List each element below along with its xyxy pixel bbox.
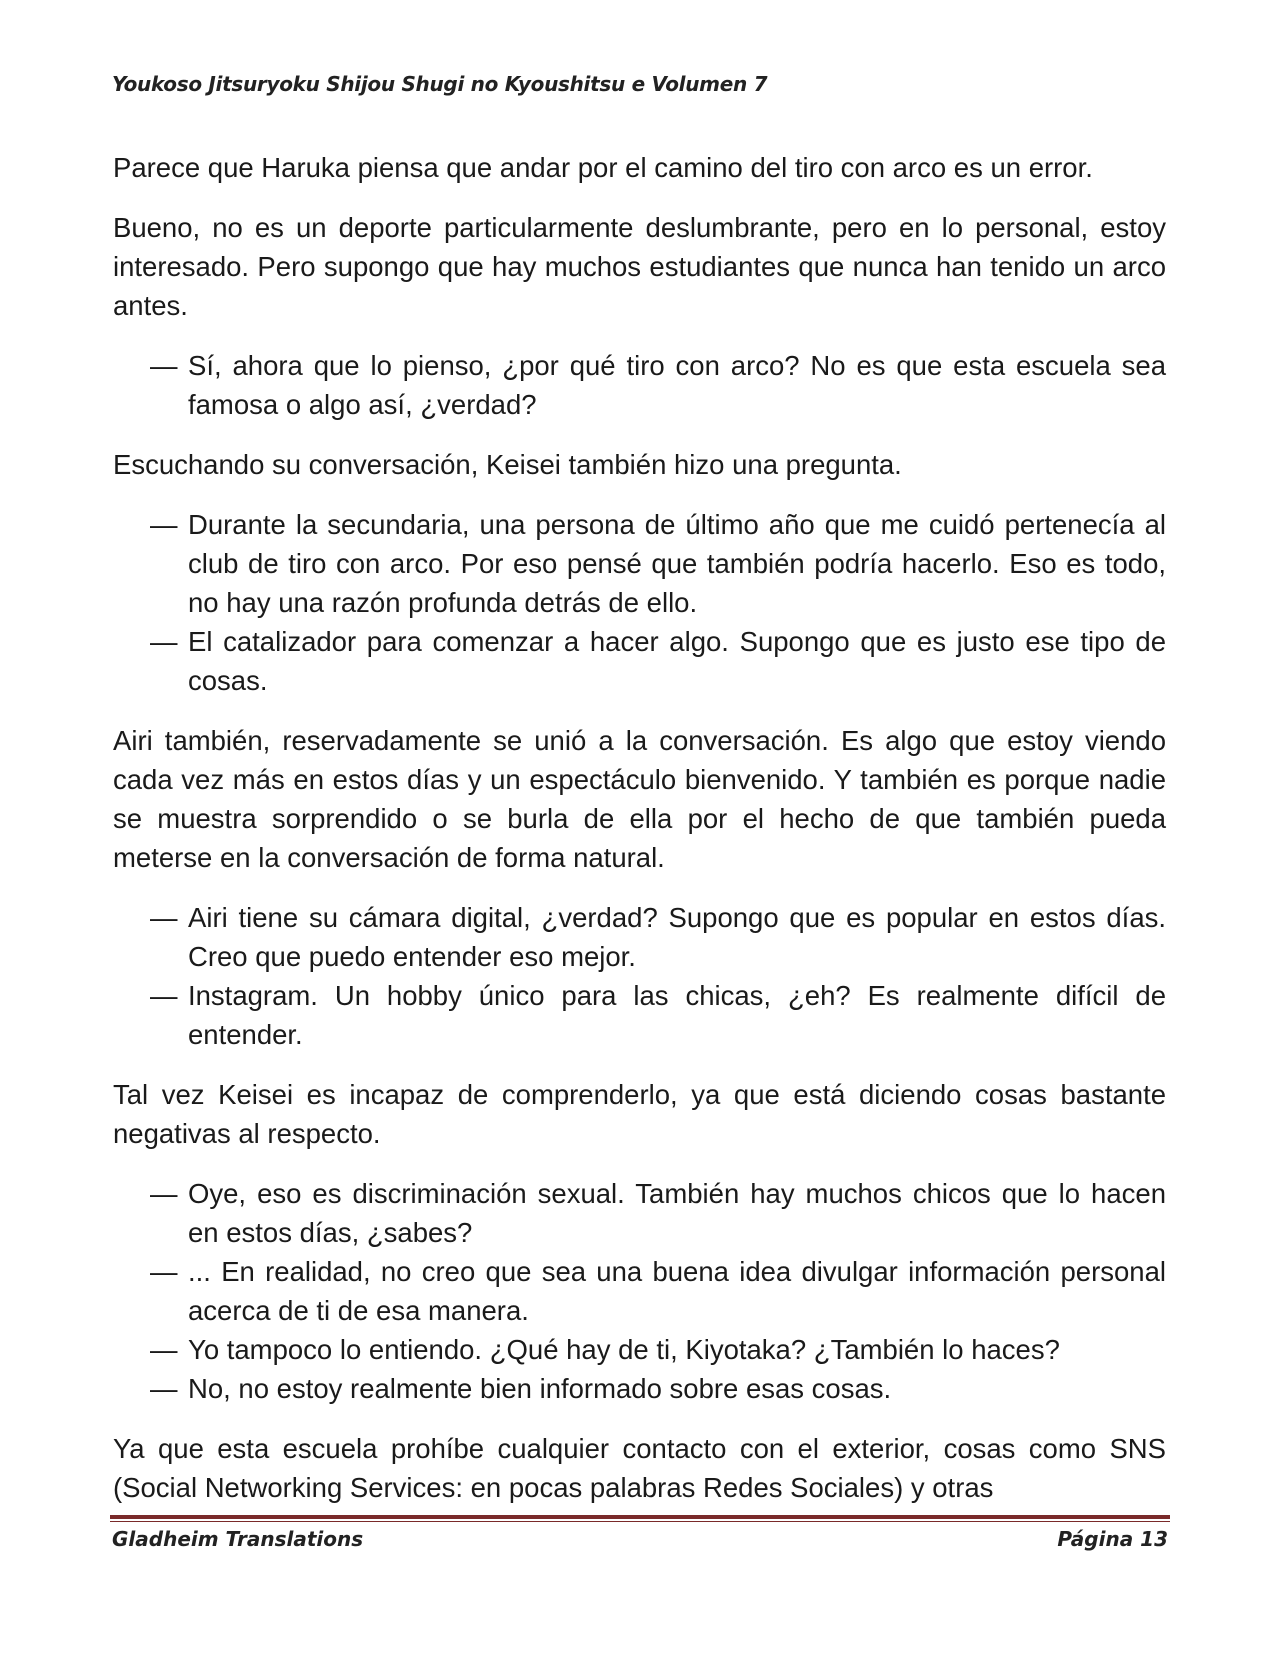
dialogue-dash: — — [150, 626, 178, 657]
dialogue-group — [113, 505, 1166, 700]
dialogue-dash: — — [150, 1178, 178, 1209]
dialogue-dash: — — [150, 1256, 178, 1287]
dialogue-group — [113, 1174, 1166, 1408]
dialogue-text: Oye, eso es discriminación sexual. También hay muchos chicos que lo hacen en estos días, ¿sabes? — [188, 1178, 1166, 1248]
dialogue-dash: — — [150, 902, 178, 933]
dialogue-dash: — — [150, 980, 178, 1011]
paragraph: Parece que Haruka piensa que andar por el camino del tiro con arco es un error. — [113, 152, 1093, 183]
paragraph: Airi también, reservadamente se unió a la conversación. Es algo que estoy viendo cada vez más en estos días y un espectáculo bienvenido. Y también es porque nadie se muestra sorprendido o se burla de ella por el hecho de que también pueda meterse en la conversación de forma natural. — [113, 725, 1166, 873]
paragraph: Bueno, no es un deporte particularmente deslumbrante, pero en lo personal, estoy interesado. Pero supongo que hay muchos estudiantes que nunca han tenido un arco antes. — [113, 212, 1166, 321]
paragraph: Ya que esta escuela prohíbe cualquier contacto con el exterior, cosas como SNS (Social Networking Services: en pocas palabras Redes Sociales) y otras — [113, 1433, 1166, 1503]
page-number: Página 13 — [1057, 1527, 1168, 1551]
dialogue-line — [113, 505, 1166, 622]
dialogue-text: El catalizador para comenzar a hacer algo. Supongo que es justo ese tipo de cosas. — [188, 626, 1166, 696]
dialogue-dash: — — [150, 509, 178, 540]
footer-divider — [110, 1515, 1170, 1519]
dialogue-text: Durante la secundaria, una persona de último año que me cuidó pertenecía al club de tiro con arco. Por eso pensé que también podría hacerlo. Eso es todo, no hay una razón profunda detrás de ello. — [188, 509, 1166, 618]
dialogue-line — [113, 1369, 1166, 1408]
footer-credit: Gladheim Translations — [112, 1527, 364, 1551]
dialogue-group — [113, 898, 1166, 1054]
dialogue-text: Airi tiene su cámara digital, ¿verdad? Supongo que es popular en estos días. Creo que puedo entender eso mejor. — [188, 902, 1166, 972]
dialogue-line — [113, 1252, 1166, 1330]
dialogue-text: Sí, ahora que lo pienso, ¿por qué tiro con arco? No es que esta escuela sea famosa o algo así, ¿verdad? — [188, 350, 1166, 420]
dialogue-line — [113, 976, 1166, 1054]
footer-divider-thin — [110, 1521, 1170, 1522]
dialogue-dash: — — [150, 1373, 178, 1404]
paragraph: Escuchando su conversación, Keisei también hizo una pregunta. — [113, 449, 902, 480]
dialogue-text: Yo tampoco lo entiendo. ¿Qué hay de ti, Kiyotaka? ¿También lo haces? — [188, 1334, 1060, 1365]
dialogue-line — [113, 1330, 1166, 1369]
dialogue-group — [113, 346, 1166, 424]
dialogue-line — [113, 1174, 1166, 1252]
dialogue-line — [113, 898, 1166, 976]
dialogue-text: Instagram. Un hobby único para las chicas, ¿eh? Es realmente difícil de entender. — [188, 980, 1166, 1050]
page-body — [113, 148, 1166, 1528]
dialogue-text: No, no estoy realmente bien informado sobre esas cosas. — [188, 1373, 892, 1404]
dialogue-dash: — — [150, 1334, 178, 1365]
dialogue-dash: — — [150, 350, 178, 381]
dialogue-line — [113, 622, 1166, 700]
dialogue-line — [113, 346, 1166, 424]
dialogue-text: ... En realidad, no creo que sea una buena idea divulgar información personal acerca de ti de esa manera. — [188, 1256, 1166, 1326]
paragraph: Tal vez Keisei es incapaz de comprenderlo, ya que está diciendo cosas bastante negativas al respecto. — [113, 1079, 1166, 1149]
page-header-title: Youkoso Jitsuryoku Shijou Shugi no Kyoushitsu e Volumen 7 — [112, 72, 768, 96]
